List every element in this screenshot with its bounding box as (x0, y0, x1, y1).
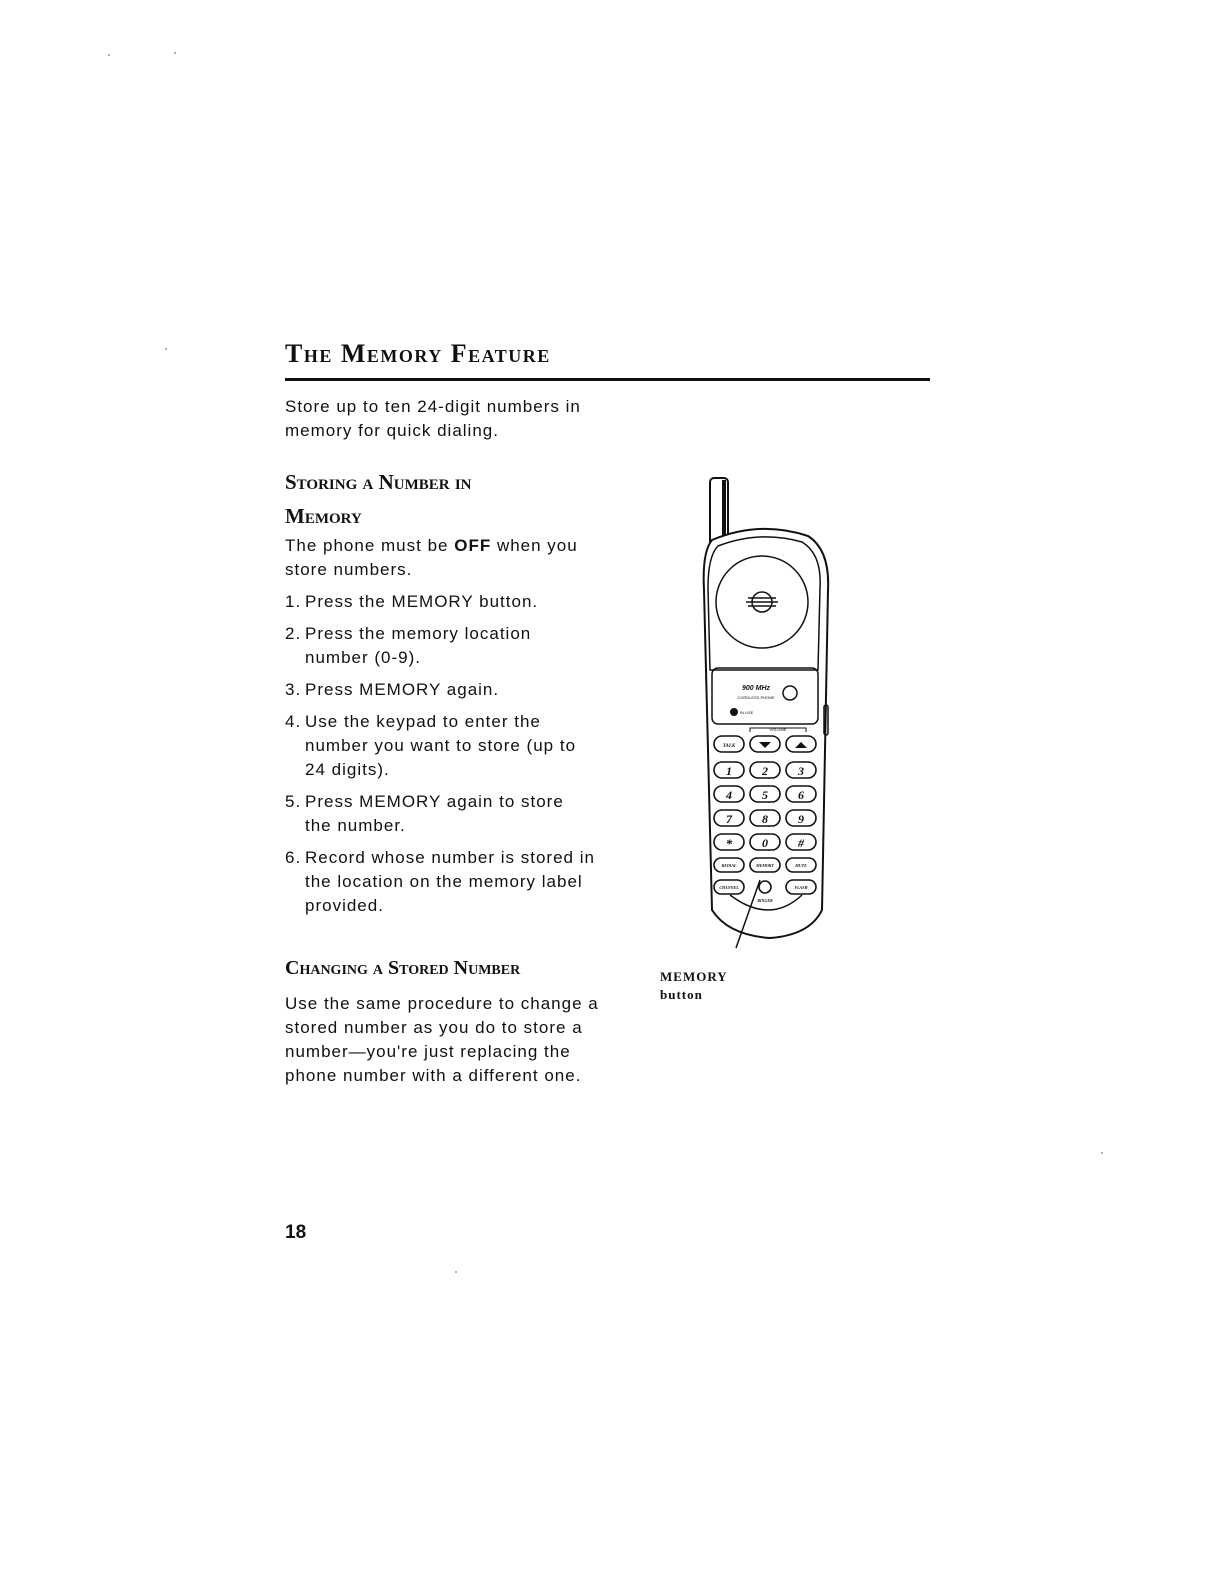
changing-heading: Changing a Stored Number (285, 957, 521, 979)
step-item (285, 790, 595, 838)
key-3-label: 3 (798, 764, 804, 778)
step-text: Record whose number is stored in the location on the memory label provided. (305, 848, 595, 915)
intro-paragraph: Store up to ten 24-digit numbers in memory for quick dialing. (285, 397, 581, 440)
key-9-label: 9 (798, 812, 804, 826)
step-number: 1. (285, 592, 302, 611)
page-title: The Memory Feature (285, 339, 551, 368)
key-pound-label: # (798, 836, 804, 850)
page-number: 18 (285, 1222, 307, 1243)
title-rule (285, 378, 930, 381)
storing-heading-line1: Storing a Number in (285, 470, 472, 494)
figure-caption (660, 968, 728, 1004)
step-text: Press MEMORY again. (305, 680, 500, 699)
ringer-switch (759, 881, 771, 893)
figure-caption-line1: MEMORY (660, 969, 728, 984)
ringer-label: RINGER (757, 898, 773, 903)
redial-key-label: REDIAL (721, 863, 737, 868)
key-0-label: 0 (762, 836, 768, 850)
step-number: 3. (285, 680, 302, 699)
channel-key-label: CHANNEL (719, 885, 739, 890)
scan-speck (108, 54, 110, 56)
step-item (285, 590, 595, 614)
display-subtext: CORDLESS PHONE (737, 695, 775, 700)
flash-key-label: FLASH (794, 885, 808, 890)
scan-speck (165, 348, 167, 350)
key-star-label: * (725, 836, 733, 851)
scan-speck (455, 1271, 457, 1273)
step-item (285, 622, 595, 670)
storing-heading-line2: Memory (285, 504, 362, 528)
step-text: Press the memory location number (0-9). (305, 624, 532, 667)
storing-heading (285, 465, 472, 533)
handset-body (704, 529, 829, 938)
step-text: Press MEMORY again to store the number. (305, 792, 564, 835)
storing-note-before: The phone must be (285, 536, 455, 555)
in-use-label: IN USE (740, 710, 754, 715)
storing-note-after: when you store numbers. (285, 536, 578, 579)
in-use-light-icon (731, 709, 737, 715)
scan-speck (174, 52, 176, 54)
key-2-label: 2 (762, 764, 768, 778)
step-text: Press the MEMORY button. (305, 592, 539, 611)
key-7-label: 7 (726, 812, 732, 826)
step-item (285, 846, 595, 918)
mute-key-label: MUTE (795, 863, 807, 868)
talk-key-label: TALK (722, 744, 736, 749)
step-number: 5. (285, 792, 302, 811)
phone-illustration (690, 470, 850, 950)
step-number: 2. (285, 624, 302, 643)
scan-speck (1101, 1152, 1103, 1154)
changing-paragraph: Use the same procedure to change a stored number as you do to store a number—you're just replacing the phone number with a different one. (285, 994, 599, 1085)
step-item (285, 678, 595, 702)
memory-key-label: MEMORY (756, 863, 774, 868)
step-number: 4. (285, 712, 302, 731)
key-5-label: 5 (762, 788, 768, 802)
storing-steps (285, 590, 595, 926)
storing-note-bold: OFF (454, 536, 492, 555)
step-number: 6. (285, 848, 302, 867)
key-8-label: 8 (762, 812, 768, 826)
figure-caption-line2: button (660, 987, 703, 1002)
step-text: Use the keypad to enter the number you want to store (up to 24 digits). (305, 712, 577, 779)
key-4-label: 4 (726, 788, 732, 802)
key-1-label: 1 (726, 764, 732, 778)
step-item (285, 710, 595, 782)
storing-note (285, 534, 615, 582)
volume-label: VOLUME (769, 727, 787, 732)
key-6-label: 6 (798, 788, 804, 802)
display-text: 900 MHz (741, 685, 771, 692)
